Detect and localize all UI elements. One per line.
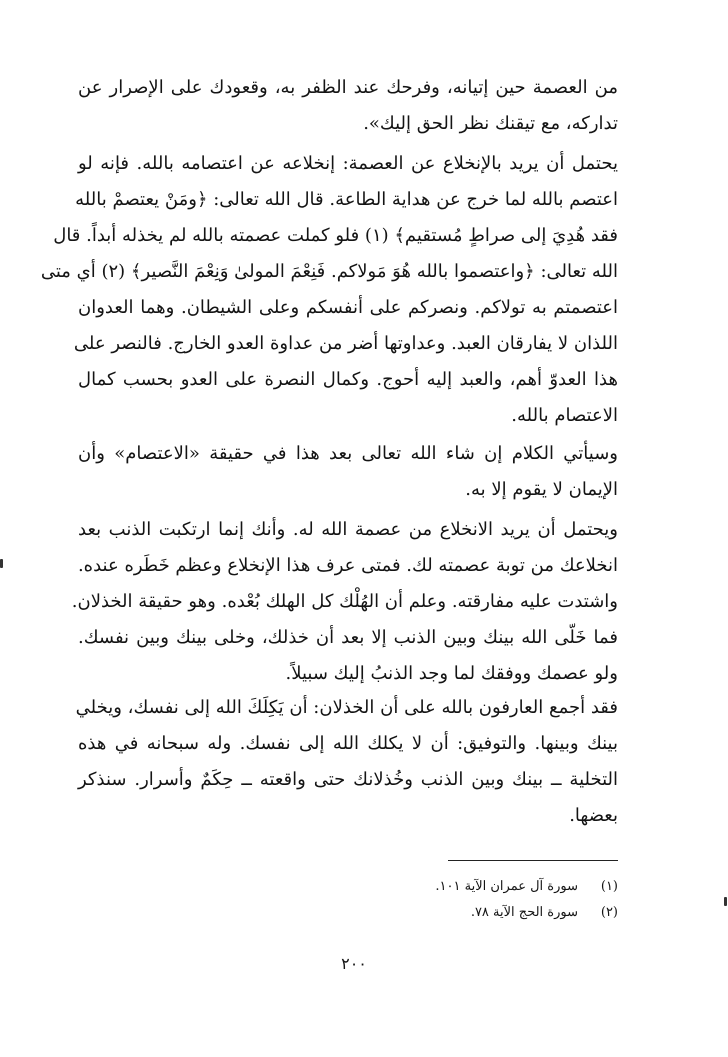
footnote-text: سورة آل عمران الآية ١٠١. bbox=[435, 879, 578, 894]
text-line: فقد هُدِيَ إلى صراطٍ مُستقيم﴾ (١) فلو كملت عصمته بالله لم يخذله أبداً. قال bbox=[53, 225, 618, 246]
text-line: انخلاعك من توبة عصمته لك. فمتى عرف هذا الإنخلاع وعظم خَطَره عنده. bbox=[77, 555, 618, 576]
footnote-number: (١) bbox=[600, 879, 618, 894]
text-line: اعتصمتم به تولاكم. ونصركم على أنفسكم وعلى الشيطان. وهما العدوان bbox=[78, 297, 618, 318]
paragraph-2 bbox=[40, 146, 618, 434]
paragraph-1 bbox=[78, 70, 618, 142]
text-line: يحتمل أن يريد بالإنخلاع عن العصمة: إنخلاعه عن اعتصامه بالله. فإنه لو bbox=[78, 153, 618, 174]
footnote-2 bbox=[330, 900, 618, 926]
text-line: اللذان لا يفارقان العبد. وعداوتها أضر من عداوة العدو الخارج. فالنصر على bbox=[73, 333, 618, 354]
footnote-1 bbox=[330, 874, 618, 900]
text-line: الله تعالى: ﴿واعتصموا بالله هُوَ مَولاكم. فَنِعْمَ المولىٰ وَنِعْمَ النَّصير﴾ (٢) أي متى bbox=[40, 261, 618, 282]
footnotes bbox=[330, 874, 618, 926]
text-line: تداركه، مع تيقنك نظر الحق إليك». bbox=[363, 113, 618, 134]
text-line: ويحتمل أن يريد الانخلاع من عصمة الله له. وأنك إنما ارتكبت الذنب بعد bbox=[78, 519, 618, 540]
scan-artifact bbox=[724, 897, 727, 906]
text-line: التخلية ــ بينك وبين الذنب وخُذلانك حتى واقعته ــ حِكَمٌ وأسرار. سنذكر bbox=[78, 769, 618, 790]
text-line: ولو عصمك ووفقك لما وجد الذنبُ إليك سبيلاً. bbox=[285, 663, 618, 684]
text-line: وسيأتي الكلام إن شاء الله تعالى بعد هذا في حقيقة «الاعتصام» وأن bbox=[78, 443, 618, 464]
scan-artifact bbox=[0, 559, 3, 568]
text-line: بعضها. bbox=[569, 805, 618, 826]
paragraph-3 bbox=[78, 436, 618, 508]
text-line: من العصمة حين إتيانه، وفرحك عند الظفر به، وقعودك على الإصرار عن bbox=[78, 77, 618, 98]
text-line: الإيمان لا يقوم إلا به. bbox=[465, 479, 618, 500]
paragraph-4 bbox=[71, 512, 618, 692]
text-line: فقد أجمع العارفون بالله على أن الخذلان: أن يَكِلَكَ الله إلى نفسك، ويخلي bbox=[75, 697, 618, 718]
footnote-divider bbox=[448, 860, 618, 861]
footnote-text: سورة الحج الآية ٧٨. bbox=[470, 905, 578, 920]
text-line: بينك وبينها. والتوفيق: أن لا يكلك الله إلى نفسك. وله سبحانه في هذه bbox=[78, 733, 618, 754]
text-line: هذا العدوّ أهم، والعبد إليه أحوج. وكمال النصرة على العدو بحسب كمال bbox=[78, 369, 618, 390]
page-number: ٢٠٠ bbox=[341, 954, 367, 973]
paragraph-5 bbox=[75, 690, 618, 834]
footnote-number: (٢) bbox=[600, 905, 618, 920]
text-line: فما خَلّى الله بينك وبين الذنب إلا بعد أن خذلك، وخلى بينك وبين نفسك. bbox=[78, 627, 618, 648]
text-line: واشتدت عليه مفارقته. وعلم أن الهُلْك كل الهلك بُعْده. وهو حقيقة الخذلان. bbox=[71, 591, 618, 612]
text-line: الاعتصام بالله. bbox=[511, 405, 618, 426]
text-line: اعتصم بالله لما خرج عن هداية الطاعة. قال الله تعالى: ﴿ومَنْ يعتصمْ بالله bbox=[75, 189, 618, 210]
